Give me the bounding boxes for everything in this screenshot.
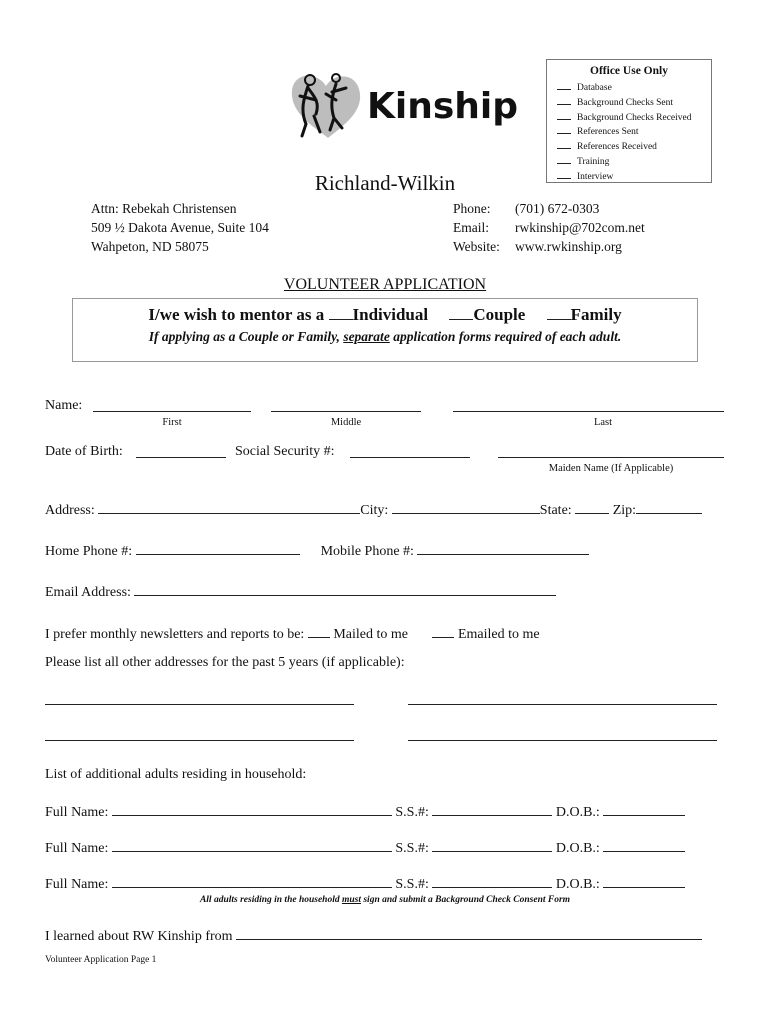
page-footer: Volunteer Application Page 1 [45,955,157,965]
address-label: Address: [45,503,95,518]
ss-field[interactable] [432,838,552,852]
family-option: Family [570,305,622,324]
dob-field[interactable] [136,444,226,458]
email-label: Email: [453,220,489,235]
form-title: VOLUNTEER APPLICATION [283,276,487,293]
contact-values [515,199,645,256]
zip-label: Zip: [612,503,637,518]
mobile-phone-label: Mobile Phone #: [320,544,414,559]
full-name-field[interactable] [112,802,392,816]
email-address-field[interactable] [134,582,556,596]
adult-row [45,838,685,857]
office-item: Background Checks Received [557,111,692,126]
email-value: rwkinship@702com.net [515,220,645,235]
logo-text: Kinship [367,86,519,127]
full-name-label: Full Name: [45,877,109,892]
website-label: Website: [453,239,500,254]
name-label: Name: [45,398,83,413]
past-address-field[interactable] [408,727,717,741]
email-row [45,582,556,601]
adult-row [45,874,685,893]
couple-blank[interactable] [449,305,473,320]
past-address-field[interactable] [45,727,354,741]
adult-row [45,802,685,821]
office-item: References Received [557,140,692,155]
dob-short-field[interactable] [603,838,685,852]
background-check-note: All adults residing in the household must sign and submit a Background Check Consent Form [199,895,571,905]
mailed-option: Mailed to me [333,627,408,642]
home-phone-field[interactable] [136,541,300,555]
learned-field[interactable] [236,926,702,940]
couple-option: Couple [473,305,526,324]
office-item: Interview [557,170,692,185]
address-field[interactable] [98,500,360,514]
full-name-label: Full Name: [45,805,109,820]
maiden-label: Maiden Name (If Applicable) [548,463,674,474]
dob-short-field[interactable] [603,874,685,888]
newsletter-pref-row [45,624,540,643]
state-label: State: [539,503,572,518]
individual-option: Individual [352,305,429,324]
state-field[interactable] [575,500,609,514]
learned-row [45,926,702,945]
past-address-field[interactable] [45,691,354,705]
office-use-list [557,81,692,185]
full-name-field[interactable] [112,874,392,888]
dob-short-label: D.O.B.: [555,805,600,820]
attn-line: Attn: Rebekah Christensen [91,201,237,216]
family-blank[interactable] [547,305,571,320]
last-label: Last [593,417,613,428]
learned-label: I learned about RW Kinship from [45,929,233,944]
office-item: References Sent [557,125,692,140]
ss-label: S.S.#: [395,877,429,892]
maiden-name-field[interactable] [498,444,724,458]
city-field[interactable] [392,500,540,514]
dob-short-field[interactable] [603,802,685,816]
city-label: City: [360,503,389,518]
office-use-box [546,59,712,183]
ss-label: S.S.#: [395,841,429,856]
ss-label: S.S.#: [395,805,429,820]
office-item: Background Checks Sent [557,96,692,111]
mentor-type-line: I/we wish to mentor as a Individual Couple Family [148,305,622,324]
first-label: First [162,417,182,428]
zip-field[interactable] [636,500,702,514]
contact-labels [453,199,500,256]
individual-blank[interactable] [329,305,353,320]
additional-adults-label: List of additional adults residing in household: [45,767,307,782]
middle-name-field[interactable] [271,398,421,412]
emailed-checkbox[interactable] [432,624,454,638]
emailed-option: Emailed to me [457,627,540,642]
website-value: www.rwkinship.org [515,239,622,254]
past-addresses-label: Please list all other addresses for the past 5 years (if applicable): [45,655,405,670]
past-address-field[interactable] [408,691,717,705]
email-address-label: Email Address: [45,585,131,600]
ssn-field[interactable] [350,444,470,458]
address-row [45,500,702,519]
ssn-label: Social Security #: [235,444,335,459]
dob-short-label: D.O.B.: [555,841,600,856]
mailed-checkbox[interactable] [308,624,330,638]
mentor-note: If applying as a Couple or Family, separate application forms required of each adult. [148,329,622,344]
phone-value: (701) 672-0303 [515,201,600,216]
middle-label: Middle [330,417,362,428]
newsletter-pref-label: I prefer monthly newsletters and reports to be: [45,627,305,642]
contact-address [91,199,269,256]
kinship-logo-icon [286,66,366,142]
first-name-field[interactable] [93,398,251,412]
home-phone-label: Home Phone #: [45,544,133,559]
phone-row [45,541,589,560]
dob-short-label: D.O.B.: [555,877,600,892]
office-item: Training [557,155,692,170]
last-name-field[interactable] [453,398,724,412]
full-name-field[interactable] [112,838,392,852]
office-item: Database [557,81,692,96]
full-name-label: Full Name: [45,841,109,856]
ss-field[interactable] [432,802,552,816]
office-use-title: Office Use Only [590,65,668,77]
city-line: Wahpeton, ND 58075 [91,239,209,254]
phone-label: Phone: [453,201,491,216]
mobile-phone-field[interactable] [417,541,589,555]
org-name: Richland-Wilkin [314,171,456,195]
mentor-type-box [72,298,698,362]
street-line: 509 ½ Dakota Avenue, Suite 104 [91,220,269,235]
dob-label: Date of Birth: [45,444,123,459]
ss-field[interactable] [432,874,552,888]
